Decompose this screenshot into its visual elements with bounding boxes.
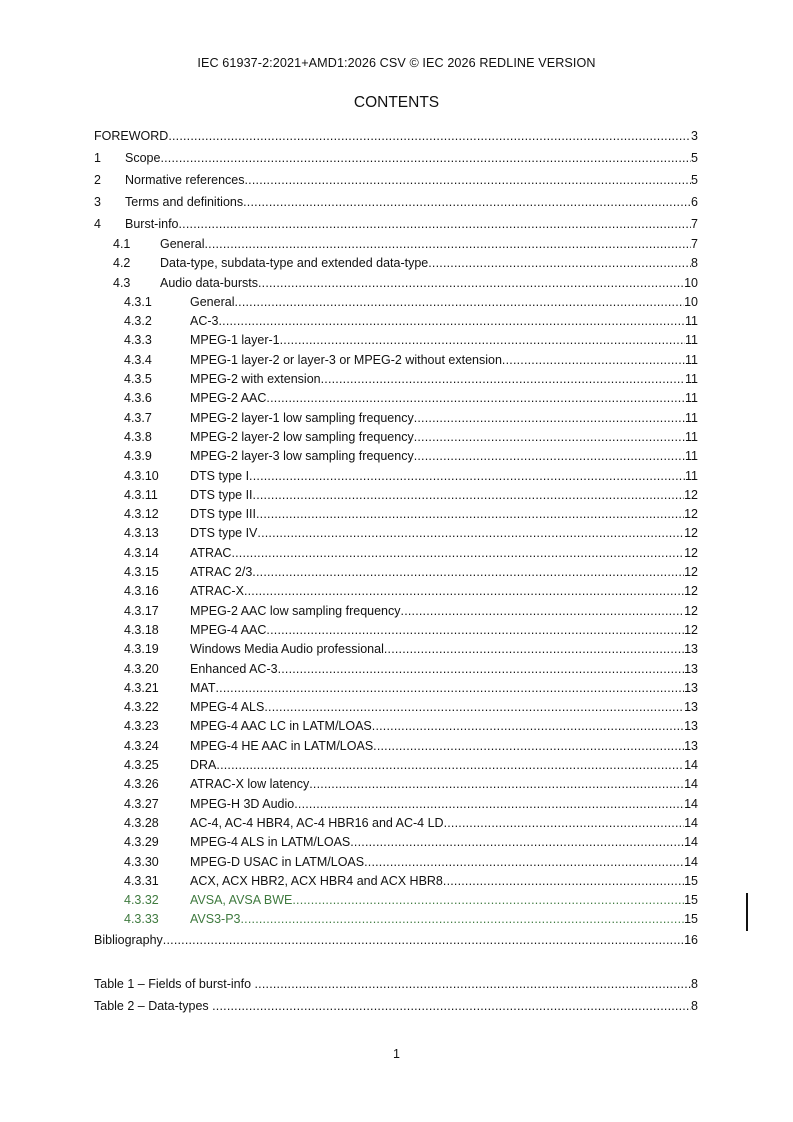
toc-entry[interactable] xyxy=(94,331,698,350)
dot-leader xyxy=(278,660,685,679)
toc-entry-title: ATRAC-X xyxy=(190,584,244,599)
dot-leader xyxy=(252,563,684,582)
toc-entry[interactable] xyxy=(94,191,698,213)
toc-entry-title: Enhanced AC-3 xyxy=(190,661,278,676)
toc-entry-page: 12 xyxy=(684,622,698,637)
toc-entry[interactable] xyxy=(94,582,698,601)
dot-leader xyxy=(179,213,692,235)
toc-entry-page: 14 xyxy=(684,854,698,869)
dot-leader xyxy=(204,235,691,254)
toc-entry-page: 11 xyxy=(685,449,698,464)
toc-entry-title: AC-4, AC-4 HBR4, AC-4 HBR16 and AC-4 LD xyxy=(190,815,444,830)
toc-entry-title: MPEG-2 layer-1 low sampling frequency xyxy=(190,410,414,425)
toc-entry-page: 6 xyxy=(691,195,698,209)
dot-leader xyxy=(234,293,684,312)
toc-entry-page: 14 xyxy=(684,815,698,830)
dot-leader xyxy=(280,331,685,350)
toc-entry-number: 4.3.13 xyxy=(124,526,159,541)
toc-entry[interactable] xyxy=(94,312,698,331)
toc-entry-title: DTS type II xyxy=(190,487,253,502)
toc-entry-number: 4.3.33 xyxy=(124,912,159,927)
toc-entry-page: 13 xyxy=(684,700,698,715)
dot-leader xyxy=(350,833,684,852)
dot-leader xyxy=(253,486,685,505)
toc-entry-page: 11 xyxy=(685,391,698,406)
toc-entry-number: 4.3 xyxy=(113,275,131,290)
toc-entry-page: 5 xyxy=(691,151,698,165)
toc-entry-number: 4.3.18 xyxy=(124,622,159,637)
dot-leader xyxy=(364,853,684,872)
toc-entry[interactable] xyxy=(94,833,698,852)
toc-entry-title: DTS type IV xyxy=(190,526,258,541)
toc-entry-title: DRA xyxy=(190,758,217,773)
toc-entry-number: 4.1 xyxy=(113,237,131,251)
toc-entry-title: MPEG-4 AAC LC in LATM/LOAS xyxy=(190,719,372,734)
dot-leader xyxy=(373,737,684,756)
toc-entry-page: 11 xyxy=(685,372,698,387)
dot-leader xyxy=(502,351,685,370)
toc-entry[interactable] xyxy=(94,930,698,950)
toc-entry-page: 12 xyxy=(684,526,698,541)
table-entry-page: 8 xyxy=(691,999,698,1013)
dot-leader xyxy=(372,717,684,736)
toc-entry-number: 4.3.17 xyxy=(124,603,159,618)
toc-entry[interactable] xyxy=(94,486,698,505)
dot-leader xyxy=(292,891,684,910)
toc-entry-number: 2 xyxy=(94,173,101,187)
toc-entry-page: 13 xyxy=(684,680,698,695)
toc-entry-number: 4.3.5 xyxy=(124,372,152,387)
dot-leader xyxy=(241,910,685,929)
toc-entry-title: AVS3-P3 xyxy=(190,912,241,927)
toc-entry[interactable] xyxy=(94,235,698,254)
toc-entry[interactable] xyxy=(94,524,698,543)
toc-entry-number: 4.3.30 xyxy=(124,854,159,869)
toc-entry[interactable] xyxy=(94,795,698,814)
contents-title: CONTENTS xyxy=(353,94,440,111)
toc-entry-title: ATRAC-X low latency xyxy=(190,777,310,792)
toc-entry-title: MPEG-2 layer-3 low sampling frequency xyxy=(190,449,414,464)
toc-entry-page: 13 xyxy=(684,661,698,676)
dot-leader xyxy=(163,930,684,950)
toc-entry-title: MPEG-4 AAC xyxy=(190,622,267,637)
dot-leader xyxy=(444,814,685,833)
toc-entry-title: Windows Media Audio professional xyxy=(190,642,384,657)
toc-entry-number: 4.3.31 xyxy=(124,873,159,888)
toc-entry-number: 4.3.12 xyxy=(124,507,159,522)
toc-entry-title: MPEG-4 HE AAC in LATM/LOAS xyxy=(190,738,374,753)
toc-entry-number: 4.2 xyxy=(113,256,131,271)
toc-entry-page: 12 xyxy=(684,603,698,618)
toc-entry-page: 7 xyxy=(691,237,698,251)
toc-entry-title: MAT xyxy=(190,680,216,695)
toc-entry[interactable] xyxy=(94,872,698,891)
dot-leader xyxy=(266,621,684,640)
dot-leader xyxy=(443,872,684,891)
dot-leader xyxy=(401,602,685,621)
dot-leader xyxy=(243,191,691,213)
toc-entry[interactable] xyxy=(94,660,698,679)
toc-entry-number: 4.3.23 xyxy=(124,719,159,734)
toc-entry-number: 4.3.6 xyxy=(124,391,152,406)
toc-entry-number: 3 xyxy=(94,195,101,209)
dot-leader xyxy=(294,795,684,814)
toc-entry-number: 4.3.14 xyxy=(124,545,159,560)
table-entry-page: 8 xyxy=(691,977,698,991)
toc-entry-number: 4.3.24 xyxy=(124,738,159,753)
dot-leader xyxy=(414,447,685,466)
toc-entry-number: 4.3.21 xyxy=(124,680,159,695)
toc-entry-number: 4.3.4 xyxy=(124,352,152,367)
toc-entry-title: MPEG-1 layer-2 or layer-3 or MPEG-2 without extension xyxy=(190,352,502,367)
toc-entry-page: 11 xyxy=(685,410,698,425)
toc-entry-number: 1 xyxy=(94,151,101,165)
toc-entry-title: MPEG-1 layer-1 xyxy=(190,333,280,348)
toc-entry[interactable] xyxy=(94,640,698,659)
toc-entry[interactable] xyxy=(94,351,698,370)
toc-entry[interactable] xyxy=(94,891,698,910)
toc-entry-number: 4.3.9 xyxy=(124,449,152,464)
toc-entry-number: 4.3.26 xyxy=(124,777,159,792)
toc-entry-title: Terms and definitions xyxy=(125,195,244,209)
toc-entry[interactable] xyxy=(94,563,698,582)
toc-entry-number: 4.3.3 xyxy=(124,333,152,348)
dot-leader xyxy=(244,582,684,601)
toc-entry-page: 14 xyxy=(684,835,698,850)
toc-entry[interactable] xyxy=(94,756,698,775)
toc-entry-number: 4.3.8 xyxy=(124,429,152,444)
toc-entry-title: AC-3 xyxy=(190,314,219,329)
dot-leader xyxy=(258,274,684,293)
dot-leader xyxy=(414,409,685,428)
toc-entry[interactable] xyxy=(94,775,698,794)
dot-leader xyxy=(256,505,684,524)
toc-entry-title: MPEG-4 ALS in LATM/LOAS xyxy=(190,835,351,850)
dot-leader xyxy=(266,389,685,408)
toc-entry-page: 7 xyxy=(691,217,698,231)
table-of-contents xyxy=(94,125,698,950)
toc-entry[interactable] xyxy=(94,428,698,447)
dot-leader xyxy=(215,679,684,698)
dot-leader xyxy=(414,428,685,447)
toc-entry-number: 4.3.15 xyxy=(124,565,159,580)
toc-entry-page: 15 xyxy=(684,912,698,927)
toc-entry-page: 12 xyxy=(684,565,698,580)
toc-entry[interactable] xyxy=(94,737,698,756)
toc-entry[interactable] xyxy=(94,814,698,833)
toc-entry-page: 15 xyxy=(684,873,698,888)
toc-entry-number: 4.3.19 xyxy=(124,642,159,657)
toc-entry[interactable] xyxy=(94,213,698,235)
toc-entry-title: Bibliography xyxy=(94,932,163,947)
toc-entry[interactable] xyxy=(94,125,698,147)
toc-entry[interactable] xyxy=(94,147,698,169)
toc-entry-number: 4.3.1 xyxy=(124,294,152,309)
toc-entry[interactable] xyxy=(94,621,698,640)
toc-entry-page: 14 xyxy=(684,758,698,773)
toc-entry-title: ATRAC xyxy=(190,545,232,560)
toc-entry-page: 13 xyxy=(684,642,698,657)
toc-entry-number: 4.3.27 xyxy=(124,796,159,811)
dot-leader xyxy=(384,640,684,659)
dot-leader xyxy=(264,698,684,717)
toc-entry-title: AVSA, AVSA BWE xyxy=(190,893,293,908)
toc-entry[interactable] xyxy=(94,602,698,621)
toc-entry-title: MPEG-2 AAC low sampling frequency xyxy=(190,603,401,618)
toc-entry-page: 5 xyxy=(691,173,698,187)
list-of-tables xyxy=(94,973,698,1017)
toc-entry-title: Audio data-bursts xyxy=(160,275,258,290)
toc-entry-page: 11 xyxy=(685,314,698,329)
toc-entry-title: Data-type, subdata-type and extended data-type xyxy=(160,256,429,271)
toc-entry-title: MPEG-H 3D Audio xyxy=(190,796,295,811)
toc-entry-number: 4.3.10 xyxy=(124,468,159,483)
toc-entry-title: MPEG-4 ALS xyxy=(190,700,265,715)
toc-entry[interactable] xyxy=(94,409,698,428)
toc-entry-number: 4 xyxy=(94,217,101,231)
toc-entry-title: MPEG-2 layer-2 low sampling frequency xyxy=(190,429,414,444)
table-list-entry[interactable] xyxy=(94,995,698,1017)
dot-leader xyxy=(245,169,692,191)
toc-entry[interactable] xyxy=(94,853,698,872)
toc-entry-title: DTS type I xyxy=(190,468,250,483)
toc-entry-page: 10 xyxy=(684,294,698,309)
toc-entry-page: 11 xyxy=(685,352,698,367)
toc-entry-title: General xyxy=(190,294,235,309)
revision-change-bar xyxy=(746,893,748,931)
toc-entry-title: Scope xyxy=(125,151,161,165)
toc-entry-title: DTS type III xyxy=(190,507,256,522)
dot-leader xyxy=(168,125,691,147)
dot-leader xyxy=(160,147,691,169)
toc-entry-number: 4.3.29 xyxy=(124,835,159,850)
page-number: 1 xyxy=(393,1047,400,1061)
toc-entry-number: 4.3.28 xyxy=(124,815,159,830)
toc-entry-page: 16 xyxy=(684,932,698,947)
dot-leader xyxy=(249,467,685,486)
dot-leader xyxy=(216,756,684,775)
toc-entry[interactable] xyxy=(94,505,698,524)
toc-entry-number: 4.3.11 xyxy=(124,487,158,502)
toc-entry-title: MPEG-2 with extension xyxy=(190,372,321,387)
toc-entry-page: 12 xyxy=(684,584,698,599)
toc-entry[interactable] xyxy=(94,254,698,273)
toc-entry-title: FOREWORD xyxy=(94,129,169,143)
toc-entry-number: 4.3.22 xyxy=(124,700,159,715)
toc-entry-page: 8 xyxy=(691,256,698,271)
toc-entry-page: 12 xyxy=(684,545,698,560)
toc-entry-title: General xyxy=(160,237,205,251)
toc-entry-number: 4.3.7 xyxy=(124,410,152,425)
toc-entry-number: 4.3.32 xyxy=(124,893,159,908)
toc-entry-page: 12 xyxy=(684,507,698,522)
toc-entry-number: 4.3.20 xyxy=(124,661,159,676)
dot-leader xyxy=(257,524,684,543)
toc-entry-number: 4.3.2 xyxy=(124,314,152,329)
toc-entry-number: 4.3.25 xyxy=(124,758,159,773)
toc-entry-page: 13 xyxy=(684,738,698,753)
dot-leader xyxy=(255,973,692,995)
dot-leader xyxy=(212,995,691,1017)
toc-entry-number: 4.3.16 xyxy=(124,584,159,599)
toc-entry[interactable] xyxy=(94,447,698,466)
toc-entry-page: 15 xyxy=(684,893,698,908)
toc-entry[interactable] xyxy=(94,389,698,408)
toc-entry-page: 14 xyxy=(684,796,698,811)
dot-leader xyxy=(321,370,685,389)
toc-entry[interactable] xyxy=(94,467,698,486)
toc-entry[interactable] xyxy=(94,370,698,389)
toc-entry[interactable] xyxy=(94,293,698,312)
toc-entry[interactable] xyxy=(94,169,698,191)
toc-entry-page: 14 xyxy=(684,777,698,792)
dot-leader xyxy=(428,254,691,273)
toc-entry-page: 3 xyxy=(691,129,698,143)
dot-leader xyxy=(231,544,684,563)
toc-entry[interactable] xyxy=(94,910,698,929)
toc-entry[interactable] xyxy=(94,717,698,736)
toc-entry-title: MPEG-D USAC in LATM/LOAS xyxy=(190,854,365,869)
toc-entry-page: 13 xyxy=(684,719,698,734)
toc-entry-page: 12 xyxy=(684,487,698,502)
document-header: IEC 61937-2:2021+AMD1:2026 CSV © IEC 2026 REDLINE VERSION xyxy=(197,56,596,70)
toc-entry-title: ACX, ACX HBR2, ACX HBR4 and ACX HBR8 xyxy=(190,873,443,888)
toc-entry[interactable] xyxy=(94,274,698,293)
toc-entry-page: 11 xyxy=(685,333,698,348)
dot-leader xyxy=(218,312,685,331)
toc-entry-title: MPEG-2 AAC xyxy=(190,391,267,406)
toc-entry[interactable] xyxy=(94,698,698,717)
toc-entry-page: 10 xyxy=(684,275,698,290)
toc-entry-title: ATRAC 2/3 xyxy=(190,565,253,580)
table-list-entry[interactable] xyxy=(94,973,698,995)
toc-entry-title: Burst-info xyxy=(125,217,179,231)
toc-entry[interactable] xyxy=(94,544,698,563)
table-entry-title: Table 1 – Fields of burst-info xyxy=(94,977,255,991)
toc-entry-title: Normative references xyxy=(125,173,245,187)
table-entry-title: Table 2 – Data-types xyxy=(94,999,213,1013)
toc-entry[interactable] xyxy=(94,679,698,698)
toc-entry-page: 11 xyxy=(685,468,698,483)
dot-leader xyxy=(309,775,684,794)
toc-entry-page: 11 xyxy=(685,429,698,444)
